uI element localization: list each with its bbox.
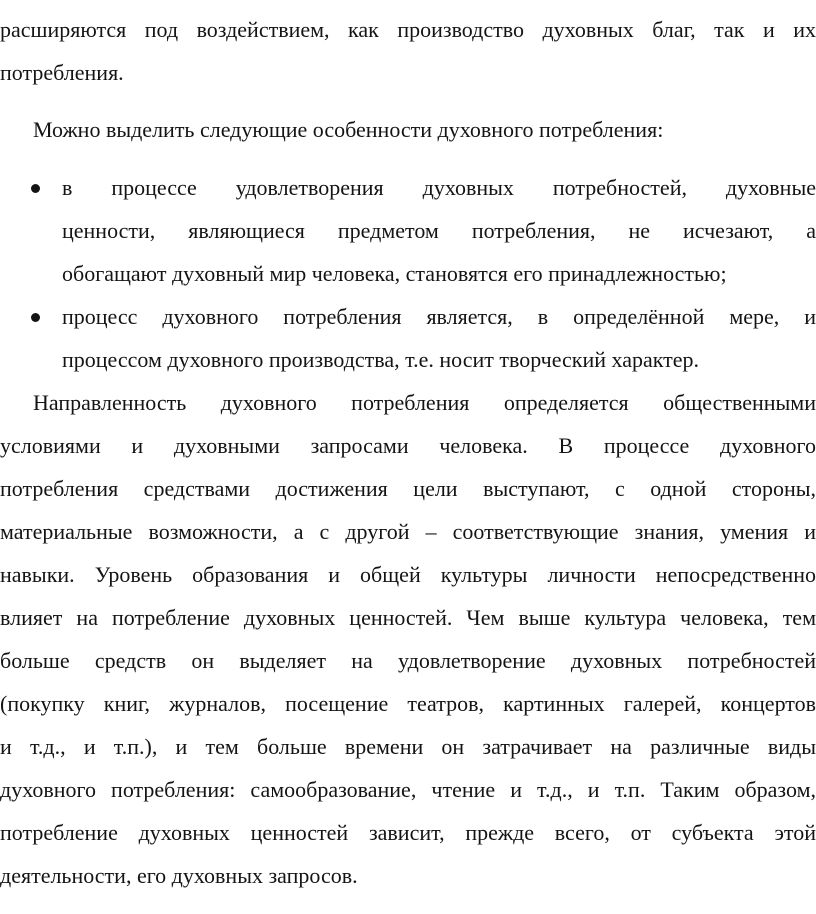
list-item-line: обогащают духовный мир человека, становятся его принадлежностью; [62, 261, 727, 286]
text-line: навыки. Уровень образования и общей культуры личности непосредственно [0, 562, 816, 587]
text-line: (покупку книг, журналов, посещение театров, картинных галерей, концертов [0, 691, 816, 716]
text-line: влияет на потребление духовных ценностей. Чем выше культура человека, тем [0, 605, 816, 630]
text-line: условиями и духовными запросами человека. В процессе духовного [0, 433, 816, 458]
text-line: расширяются под воздействием, как производство духовных благ, так и их [0, 17, 816, 42]
list-item-line: процесс духовного потребления является, в определённой мере, и [62, 304, 816, 329]
text-line: потребление духовных ценностей зависит, прежде всего, от субъекта этой [0, 820, 816, 845]
bullet-icon [31, 173, 40, 203]
paragraph-first-line: Направленность духовного потребления определяется общественными [33, 390, 816, 415]
text-line: и т.д., и т.п.), и тем больше времени он затрачивает на различные виды [0, 734, 816, 759]
list-item-line: процессом духовного производства, т.е. носит творческий характер. [62, 347, 700, 372]
text-line: больше средств он выделяет на удовлетворение духовных потребностей [0, 648, 816, 673]
text-line: деятельности, его духовных запросов. [0, 863, 358, 888]
list-item-line: ценности, являющиеся предметом потребления, не исчезают, а [62, 218, 816, 243]
text-line: материальные возможности, а с другой – соответствующие знания, умения и [0, 519, 816, 544]
text-line: потребления. [0, 60, 124, 85]
text-line: потребления средствами достижения цели выступают, с одной стороны, [0, 476, 816, 501]
paragraph-first-line: Можно выделить следующие особенности духовного потребления: [33, 117, 664, 142]
list-item-line: в процессе удовлетворения духовных потребностей, духовные [62, 175, 816, 200]
text-line: духовного потребления: самообразование, чтение и т.д., и т.п. Таким образом, [0, 777, 816, 802]
bullet-icon [31, 302, 40, 332]
